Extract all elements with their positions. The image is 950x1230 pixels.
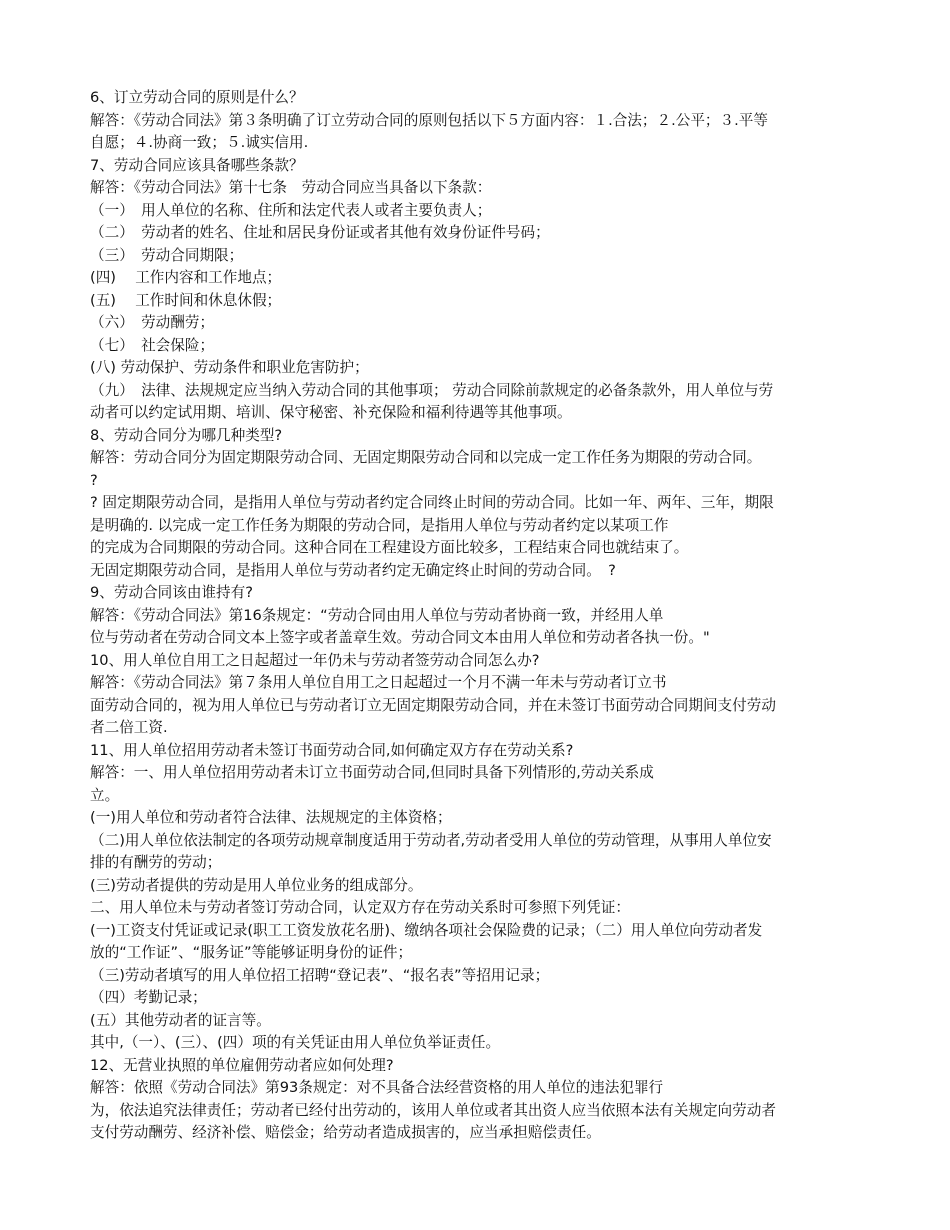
text-line: 解答：劳动合同分为固定期限劳动合同、无固定期限劳动合同和以完成一定工作任务为期限的劳动合同。 xyxy=(90,449,762,466)
text-line: (五）其他劳动者的证言等。 xyxy=(90,1011,271,1029)
text-line: ? xyxy=(90,471,98,489)
text-line: (四) 工作内容和工作地点； xyxy=(90,269,282,286)
text-line: 解答：《劳动合同法》第十七条 劳动合同应当具备以下条款： xyxy=(90,179,492,196)
text-line: (五) 工作时间和休息休假； xyxy=(90,291,282,309)
text-line: （九） 法律、法规规定应当纳入劳动合同的其他事项； 劳动合同除前款规定的必备条款外，用人单位与劳 xyxy=(90,381,774,399)
text-line: 10、用人单位自用工之日起超过一年仍未与劳动者签劳动合同怎么办? xyxy=(90,651,540,669)
text-line: 动者可以约定试用期、培训、保守秘密、补充保险和福利待遇等其他事项。 xyxy=(90,404,572,421)
text-line: 立。 xyxy=(90,786,120,804)
text-line: 解答：《劳动合同法》第16条规定：“劳动合同由用人单位与劳动者协商一致，并经用人单 xyxy=(90,606,664,624)
text-line: 二、用人单位未与劳动者签订劳动合同，认定双方存在劳动关系时可参照下列凭证： xyxy=(90,899,630,916)
text-line: 是明确的. 以完成一定工作任务为期限的劳动合同，是指用人单位与劳动者约定以某项工作 xyxy=(90,516,669,534)
text-line: 面劳动合同的，视为用人单位已与劳动者订立无固定期限劳动合同，并在未签订书面劳动合同期间支付劳动 xyxy=(90,696,776,714)
text-line: 为，依法追究法律责任；劳动者已经付出劳动的，该用人单位或者其出资人应当依照本法有关规定向劳动者 xyxy=(90,1101,776,1119)
text-line: 解答：依照《劳动合同法》第93条规定：对不具备合法经营资格的用人单位的违法犯罪行 xyxy=(90,1079,664,1096)
text-line: (三)劳动者提供的劳动是用人单位业务的组成部分。 xyxy=(90,876,423,894)
document-body xyxy=(90,87,862,1145)
text-line: 支付劳动酬劳、经济补偿、赔偿金；给劳动者造成损害的，应当承担赔偿责任。 xyxy=(90,1124,601,1141)
text-line: 解答：一、用人单位招用劳动者未订立书面劳动合同,但同时具备下列情形的,劳动关系成 xyxy=(90,764,654,781)
text-line: 解答：《劳动合同法》第７条用人单位自用工之日起超过一个月不满一年未与劳动者订立书 xyxy=(90,674,667,691)
text-line: 者二倍工资. xyxy=(90,719,168,736)
text-line: 7、劳动合同应该具备哪些条款？ xyxy=(90,156,304,174)
text-line: 8、劳动合同分为哪几种类型? xyxy=(90,426,283,444)
text-line: 12、无营业执照的单位雇佣劳动者应如何处理? xyxy=(90,1056,394,1074)
text-line: 放的“工作证”、“服务证”等能够证明身份的证件； xyxy=(90,944,413,961)
text-line: （一） 用人单位的名称、住所和法定代表人或者主要负责人； xyxy=(90,201,492,219)
text-line: ? 固定期限劳动合同，是指用人单位与劳动者约定合同终止时间的劳动合同。比如一年、两年、三年，期限 xyxy=(90,494,774,511)
text-line: （二） 劳动者的姓名、住址和居民身份证或者其他有效身份证件号码； xyxy=(90,224,550,241)
text-line: （七） 社会保险； xyxy=(90,336,215,354)
text-line: 排的有酬劳的劳动； xyxy=(90,854,222,871)
text-line: （三） 劳动合同期限； xyxy=(90,246,244,264)
text-line: 自愿；４.协商一致；５.诚实信用. xyxy=(90,134,309,151)
text-line: 11、用人单位招用劳动者未签订书面劳动合同,如何确定双方存在劳动关系? xyxy=(90,741,574,759)
text-line: 其中,（一）、(三）、(四）项的有关凭证由用人单位负举证责任。 xyxy=(90,1034,501,1051)
text-line: 的完成为合同期限的劳动合同。这种合同在工程建设方面比较多，工程结束合同也就结束了。 xyxy=(90,539,689,556)
text-line: 位与劳动者在劳动合同文本上签字或者盖章生效。劳动合同文本由用人单位和劳动者各执一份。" xyxy=(90,629,710,646)
text-line: 无固定期限劳动合同，是指用人单位与劳动者约定无确定终止时间的劳动合同。 ? xyxy=(90,561,616,579)
text-line: (一)工资支付凭证或记录(职工工资发放花名册)、缴纳各项社会保险费的记录；（二）用人单位向劳动者发 xyxy=(90,921,763,939)
text-line: 6、订立劳动合同的原则是什么？ xyxy=(90,89,304,106)
text-line: （六） 劳动酬劳； xyxy=(90,314,215,331)
text-line: (一)用人单位和劳动者符合法律、法规规定的主体资格； xyxy=(90,809,452,826)
text-line: （二)用人单位依法制定的各项劳动规章制度适用于劳动者,劳动者受用人单位的劳动管理，从事用人单位安 xyxy=(90,831,772,849)
text-line: （四）考勤记录； xyxy=(90,989,207,1006)
text-line: (八) 劳动保护、劳动条件和职业危害防护； xyxy=(90,359,369,376)
text-line: 解答：《劳动合同法》第３条明确了订立劳动合同的原则包括以下５方面内容：１.合法；２.公平；３.平等 xyxy=(90,111,768,129)
text-line: 9、劳动合同该由谁持有? xyxy=(90,584,253,601)
text-line: （三)劳动者填写的用人单位招工招聘“登记表”、“报名表”等招用记录； xyxy=(90,966,550,984)
